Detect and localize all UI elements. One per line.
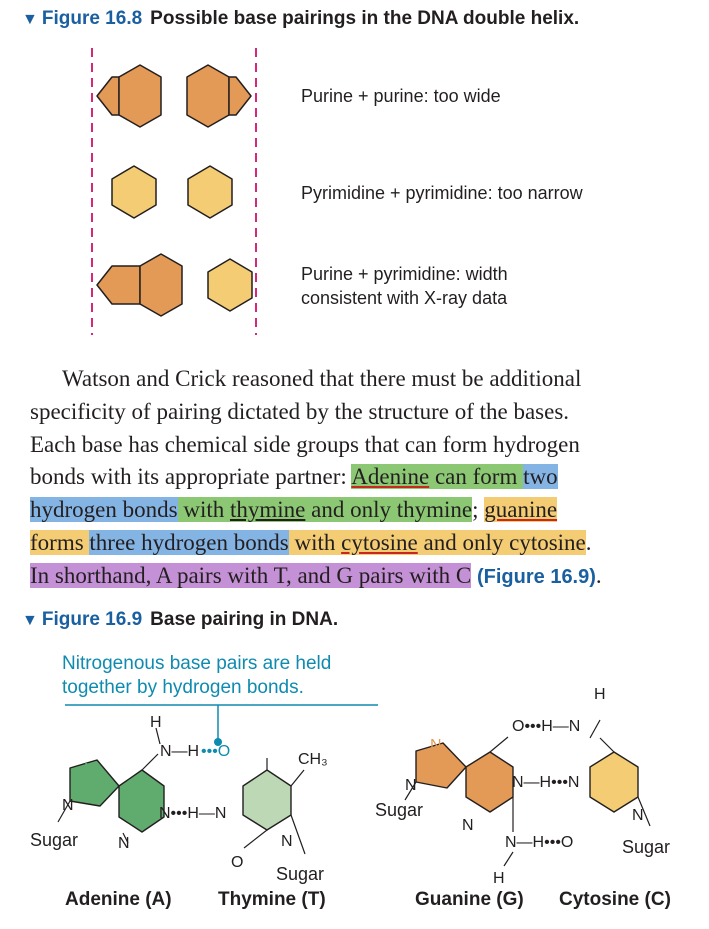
pyrimidine-hexagon-3: [208, 259, 252, 311]
text-segment: bonds with its appropriate partner:: [30, 464, 352, 490]
atom-label: N: [118, 835, 130, 852]
figure-number: Figure 16.8: [41, 8, 143, 29]
para-line-5: [30, 494, 690, 527]
figure-title: Base pairing in DNA.: [150, 609, 339, 630]
purine-pentagon-3: [97, 266, 140, 304]
hydrogen-bond-label: N—H•••O: [505, 834, 574, 851]
para-line-4: [30, 461, 690, 494]
sugar-label-thymine: Sugar: [276, 864, 325, 884]
body-paragraph: [30, 363, 690, 594]
text-segment: with: [288, 529, 342, 555]
atom-label: N: [462, 817, 474, 834]
label-pyrimidine-pyrimidine: Pyrimidine + pyrimidine: too narrow: [301, 183, 583, 203]
para-line-7: [30, 560, 690, 594]
text-segment: with: [177, 497, 230, 523]
text-segment: and only cytosine: [417, 529, 586, 555]
callout-line-1: Nitrogenous base pairs are held: [62, 653, 332, 674]
sugar-label-guanine: Sugar: [375, 800, 424, 820]
hydrogen-bond-callout: [62, 652, 331, 700]
para-line-2: specificity of pairing dictated by the structure of the bases.: [30, 398, 570, 424]
guanine-amino-h-bond: [504, 852, 513, 866]
purine-left-pentagon-1: [97, 77, 119, 115]
adenine-hexagon: [119, 770, 164, 832]
sugar-label-cytosine: Sugar: [622, 837, 671, 857]
guanine-carbonyl-bond: [490, 737, 508, 752]
atom-label: N: [84, 761, 96, 778]
figure-16-9-heading: [22, 609, 338, 631]
underlined-term-thymine: thymine: [229, 497, 306, 523]
atom-label: H: [493, 870, 505, 887]
cytosine-h-bond: [590, 720, 600, 738]
highlight-purple: In shorthand, A pairs with T, and G pairs with C: [30, 562, 472, 588]
atom-label: O: [231, 854, 244, 871]
text-segment: ;: [472, 497, 485, 523]
highlight-green: [178, 497, 473, 522]
thymine-sugar-bond: [291, 815, 305, 854]
atom-label: N: [62, 797, 74, 814]
guanine-hexagon: [466, 752, 513, 812]
purine-right-pentagon-1: [229, 77, 251, 115]
underlined-term-cytosine: cytosine: [341, 529, 418, 555]
highlight-green: [351, 464, 523, 489]
atom-label: N: [405, 777, 417, 794]
para-line-6: [30, 527, 690, 560]
figure-title: Possible base pairings in the DNA double helix.: [150, 8, 580, 29]
figure-reference-link[interactable]: (Figure 16.9): [476, 565, 596, 588]
pyrimidine-right-hexagon-2: [188, 166, 232, 218]
cytosine-hexagon: [590, 752, 638, 812]
underlined-term-guanine: guanine: [484, 497, 558, 523]
para-line-3: Each base has chemical side groups that can form hydrogen: [30, 431, 580, 457]
caption-thymine: Thymine (T): [218, 889, 326, 910]
callout-line-2: together by hydrogen bonds.: [62, 677, 304, 698]
highlight-yellow: [484, 497, 557, 522]
adenine-amino-bond: [142, 754, 158, 770]
label-purine-pyrimidine-line-2: consistent with X-ray data: [301, 288, 508, 308]
figure-number: Figure 16.9: [41, 609, 143, 630]
para-line-1: Watson and Crick reasoned that there must be additional: [62, 366, 582, 391]
highlight-blue: three hydrogen bonds: [89, 529, 289, 555]
highlight-yellow: forms: [30, 529, 90, 555]
thymine-methyl-bond: [291, 770, 304, 786]
cytosine-amino-bond: [600, 738, 614, 752]
figure-marker-icon: ▼: [22, 11, 38, 28]
purine-hexagon-3: [140, 254, 182, 316]
methyl-label: CH₃: [298, 751, 328, 768]
text-segment: and only thymine: [305, 497, 473, 523]
thymine-hexagon: [243, 770, 291, 830]
hydrogen-bond-label: O•••H—N: [512, 718, 581, 735]
hydrogen-bond-label: •••O: [201, 743, 231, 760]
atom-label: N: [281, 833, 293, 850]
sugar-label-adenine: Sugar: [30, 830, 79, 850]
thymine-carbonyl-bond-bottom: [244, 830, 267, 848]
atom-label: N: [430, 737, 442, 754]
underlined-term-adenine: Adenine: [351, 464, 430, 490]
caption-adenine: Adenine (A): [65, 889, 172, 910]
atom-label: N: [632, 807, 644, 824]
hydrogen-bond-label: N—H•••N: [512, 774, 580, 791]
purine-right-hexagon-1: [187, 65, 229, 127]
atom-label: H: [594, 686, 606, 703]
text-segment: .: [595, 562, 602, 588]
highlight-blue: two: [523, 464, 558, 490]
label-purine-purine: Purine + purine: too wide: [301, 86, 501, 106]
highlight-blue: hydrogen bonds: [30, 497, 178, 523]
label-purine-pyrimidine-line-1: Purine + pyrimidine: width: [301, 264, 508, 284]
text-segment: can form: [429, 464, 524, 490]
highlight-yellow: [289, 530, 586, 555]
atom-label: H: [150, 714, 162, 731]
hydrogen-bond-label: N•••H—N: [159, 805, 227, 822]
figure-16-8-heading: [22, 8, 579, 30]
text-segment: .: [585, 529, 592, 555]
figure-marker-icon: ▼: [22, 612, 38, 629]
pyrimidine-left-hexagon-2: [112, 166, 156, 218]
purine-left-hexagon-1: [119, 65, 161, 127]
atom-label: N—H: [160, 743, 200, 760]
caption-guanine: Guanine (G): [415, 889, 524, 910]
caption-cytosine: Cytosine (C): [559, 889, 671, 910]
